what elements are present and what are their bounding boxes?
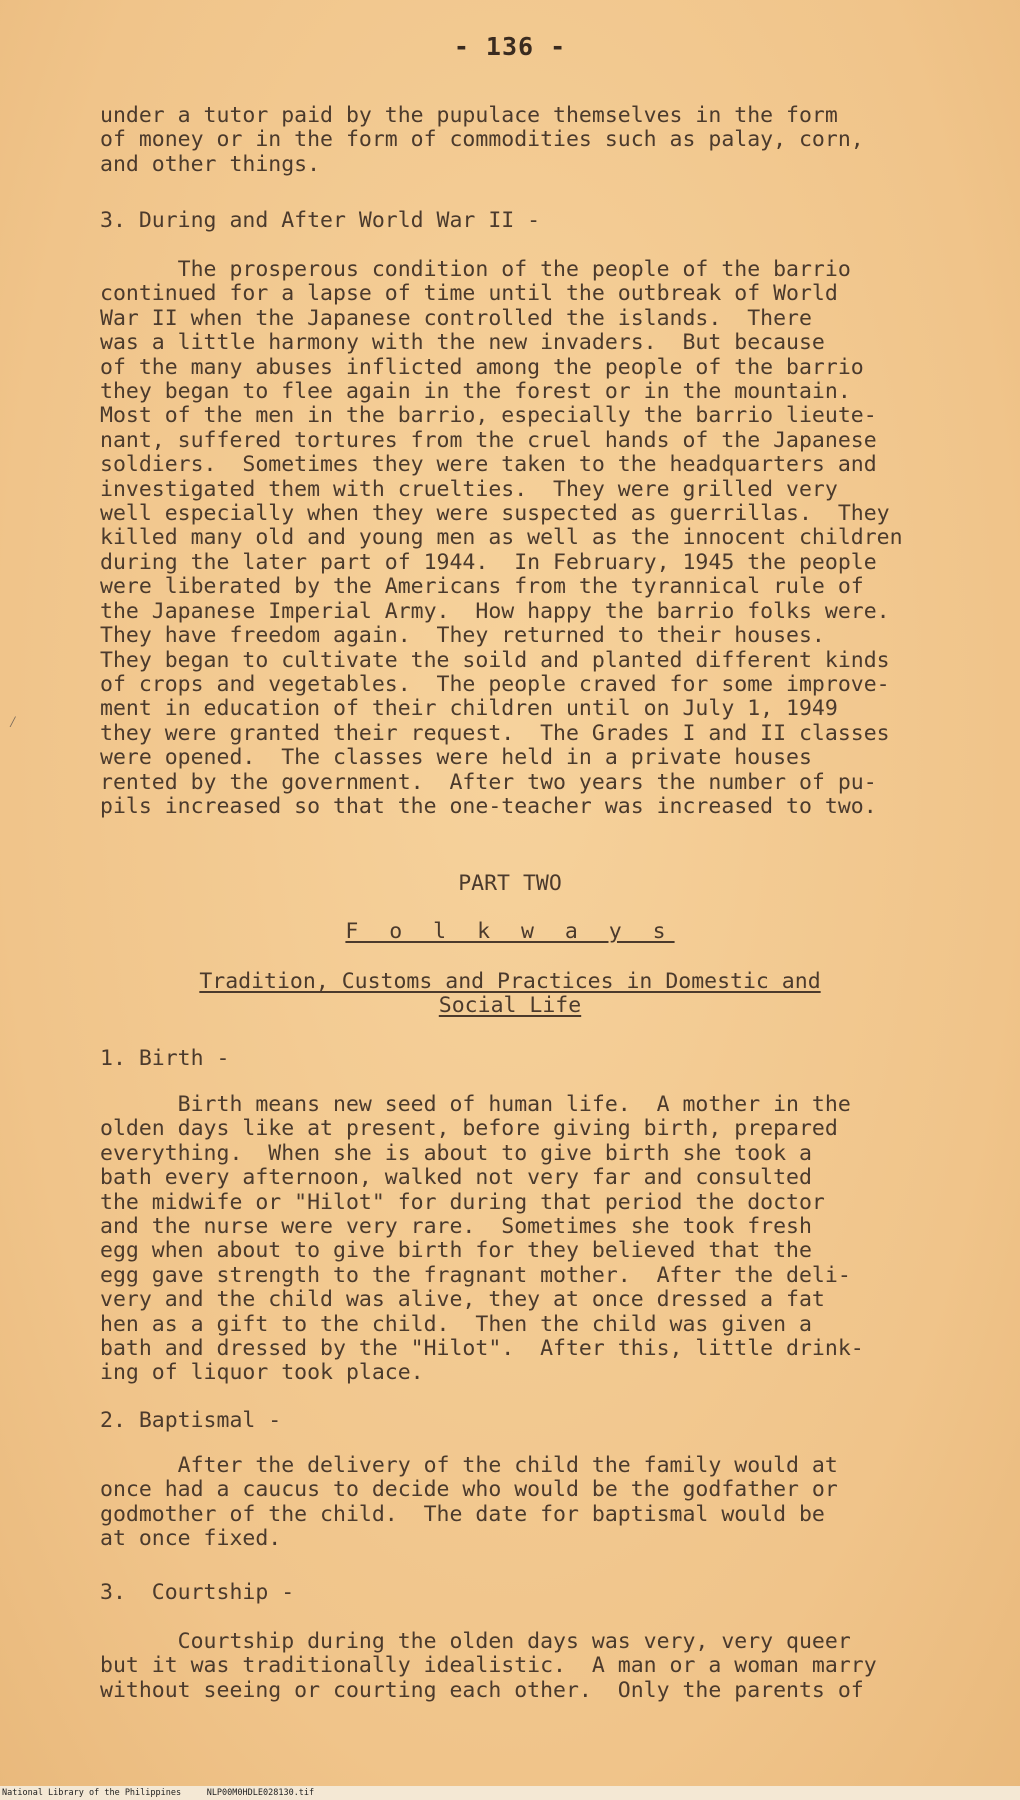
text-line: were opened. The classes were held in a private houses — [100, 745, 812, 771]
text-line: the midwife or "Hilot" for during that period the doctor — [100, 1189, 825, 1215]
tradition-title-line-1 — [199, 970, 820, 994]
page-number: - 136 - — [453, 32, 567, 61]
section-heading-courtship: 3. Courtship - — [100, 1580, 295, 1605]
text-line: but it was traditionally idealistic. A man or a woman marry — [100, 1653, 877, 1679]
tradition-title-line-2 — [0, 994, 1020, 1018]
text-line: olden days like at present, before giving birth, prepared — [100, 1116, 838, 1142]
text-line: at once fixed. — [100, 1526, 282, 1552]
text-line: bath and dressed by the "Hilot". After this, little drink- — [100, 1336, 864, 1362]
text-line: of money or in the form of commodities such as palay, corn, — [100, 127, 864, 153]
text-line: Birth means new seed of human life. A mother in the — [100, 1092, 851, 1117]
archive-footer: National Library of the Philippines NLP00M0HDLE028130.tif — [0, 1786, 1020, 1800]
tradition-title-text-2: Social Life — [438, 993, 582, 1019]
text-line: ment in education of their children until on July 1, 1949 — [100, 696, 838, 722]
text-line: well especially when they were suspected as guerrillas. They — [100, 501, 890, 527]
text-line: egg when about to give birth for they believed that the — [100, 1238, 812, 1264]
text-line: they began to flee again in the forest or in the mountain. — [100, 379, 851, 405]
intro-paragraph — [100, 104, 980, 177]
baptismal-paragraph — [100, 1454, 980, 1552]
text-line: rented by the government. After two years the number of pu- — [100, 769, 877, 795]
text-line: were liberated by the Americans from the tyrannical rule of — [100, 574, 864, 600]
text-line: ing of liquor took place. — [100, 1360, 424, 1386]
text-line: of the many abuses inflicted among the people of the barrio — [100, 354, 864, 380]
text-line: during the later part of 1944. In February, 1945 the people — [100, 549, 877, 575]
text-line: they were granted their request. The Grades I and II classes — [100, 720, 890, 746]
section-heading-baptismal: 2. Baptismal - — [100, 1408, 282, 1433]
text-line: of crops and vegetables. The people craved for some improve- — [100, 671, 890, 697]
text-line: hen as a gift to the child. Then the child was given a — [100, 1311, 812, 1337]
text-line: After the delivery of the child the family would at — [100, 1453, 838, 1478]
text-line: They have freedom again. They returned to their houses. — [100, 623, 825, 649]
birth-paragraph — [100, 1093, 980, 1386]
folkways-heading: F o l k w a y s — [345, 919, 675, 944]
war-paragraph — [100, 258, 980, 819]
margin-mark: ⁄ — [8, 712, 18, 731]
text-line: continued for a lapse of time until the outbreak of World — [100, 281, 838, 307]
text-line: nant, suffered tortures from the cruel hands of the Japanese — [100, 427, 877, 453]
text-line: was a little harmony with the new invaders. But because — [100, 330, 825, 356]
folkways-title — [0, 920, 1020, 944]
text-line: War II when the Japanese controlled the islands. There — [100, 305, 812, 331]
courtship-paragraph — [100, 1630, 980, 1703]
text-line: investigated them with cruelties. They were grilled very — [100, 476, 838, 502]
text-line: egg gave strength to the fragnant mother. After the deli- — [100, 1262, 851, 1288]
part-title — [0, 872, 1020, 896]
text-line: very and the child was alive, they at once dressed a fat — [100, 1287, 825, 1313]
tradition-title-text-1: Tradition, Customs and Practices in Domestic and — [199, 969, 821, 994]
text-line: everything. When she is about to give birth she took a — [100, 1140, 812, 1166]
text-line: without seeing or courting each other. Only the parents of — [100, 1677, 864, 1703]
text-line: the Japanese Imperial Army. How happy the barrio folks were. — [100, 598, 890, 624]
text-line: godmother of the child. The date for baptismal would be — [100, 1501, 825, 1527]
text-line: killed many old and young men as well as the innocent children — [100, 525, 903, 551]
text-line: bath every afternoon, walked not very far and consulted — [100, 1165, 812, 1191]
text-line: The prosperous condition of the people of the barrio — [100, 257, 851, 282]
text-line: and the nurse were very rare. Sometimes she took fresh — [100, 1214, 812, 1240]
text-line: pils increased so that the one-teacher was increased to two. — [100, 793, 877, 819]
text-line: soldiers. Sometimes they were taken to the headquarters and — [100, 452, 877, 478]
text-line: They began to cultivate the soild and planted different kinds — [100, 647, 890, 673]
section-heading-war: 3. During and After World War II - — [100, 208, 541, 233]
section-heading-birth: 1. Birth - — [100, 1046, 230, 1071]
text-line: and other things. — [100, 151, 321, 177]
part-two-heading: PART TWO — [458, 871, 562, 896]
tradition-title — [0, 970, 1020, 1019]
text-line: Most of the men in the barrio, especially the barrio lieute- — [100, 403, 877, 429]
text-line: under a tutor paid by the pupulace themselves in the form — [100, 103, 838, 128]
text-line: once had a caucus to decide who would be the godfather or — [100, 1477, 838, 1503]
text-line: Courtship during the olden days was very, very queer — [100, 1629, 851, 1654]
